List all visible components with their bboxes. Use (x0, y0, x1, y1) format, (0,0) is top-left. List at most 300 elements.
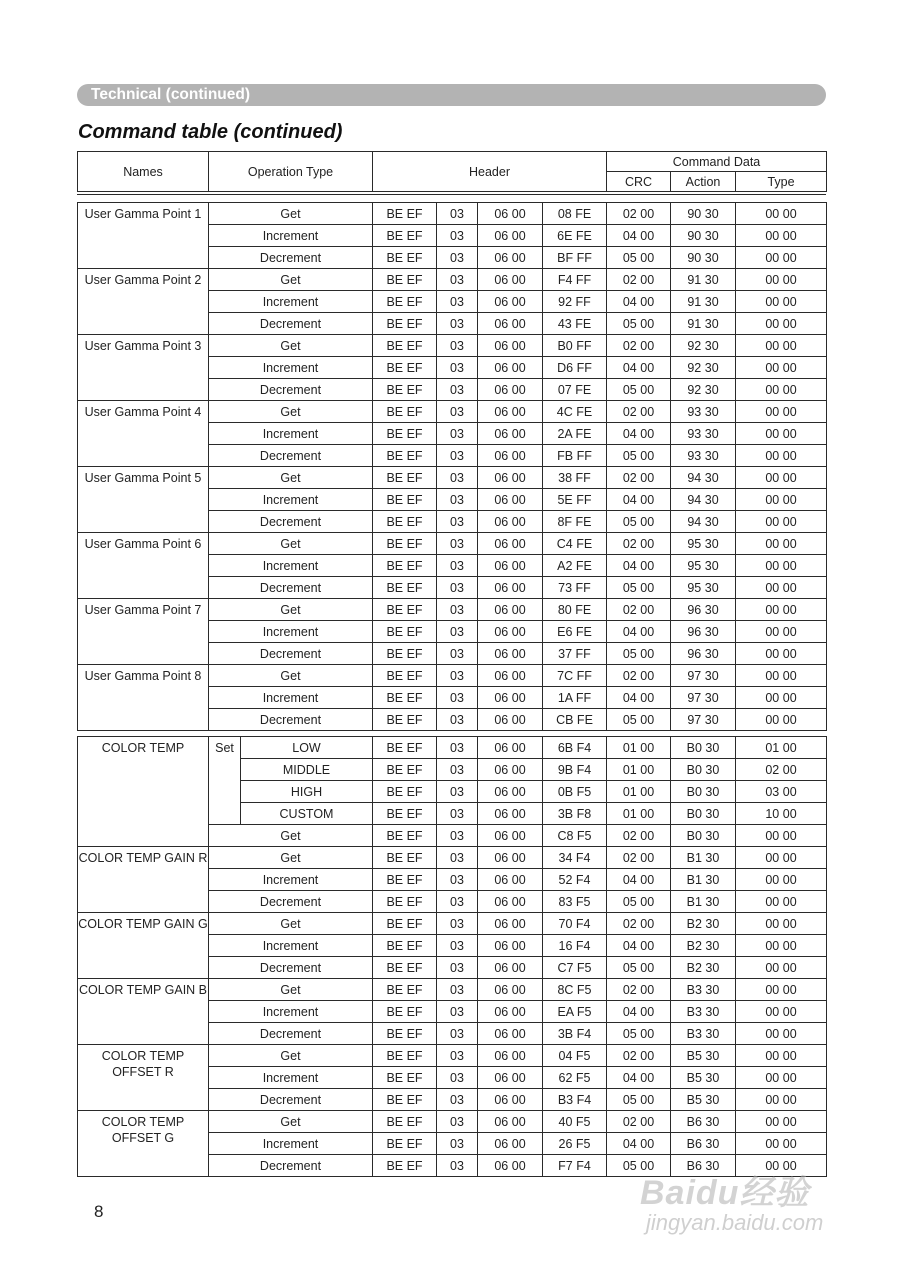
action-value: 04 00 (607, 489, 671, 511)
crc-value: 2A FE (543, 423, 607, 445)
action-value: 05 00 (607, 247, 671, 269)
header-bytes: BE EF (373, 781, 437, 803)
setting-code-value: 00 00 (736, 555, 827, 577)
header-count: 03 (437, 203, 478, 225)
setting-code-value: 00 00 (736, 291, 827, 313)
header-size: 06 00 (478, 291, 543, 313)
crc-value: 04 F5 (543, 1045, 607, 1067)
operation-type: Get (209, 599, 373, 621)
header-count: 03 (437, 511, 478, 533)
setting-code-value: 00 00 (736, 957, 827, 979)
header-size: 06 00 (478, 1089, 543, 1111)
header-size: 06 00 (478, 269, 543, 291)
header-bytes: BE EF (373, 489, 437, 511)
operation-type: Decrement (209, 957, 373, 979)
setting-code-value: 00 00 (736, 247, 827, 269)
crc-value: 8F FE (543, 511, 607, 533)
type-value: 94 30 (671, 489, 736, 511)
action-value: 04 00 (607, 291, 671, 313)
operation-type: Get (209, 533, 373, 555)
header-count: 03 (437, 467, 478, 489)
action-value: 02 00 (607, 599, 671, 621)
action-value: 02 00 (607, 847, 671, 869)
type-value: B0 30 (671, 737, 736, 759)
type-value: B5 30 (671, 1045, 736, 1067)
crc-value: 40 F5 (543, 1111, 607, 1133)
table-row (78, 1045, 827, 1067)
type-value: 96 30 (671, 621, 736, 643)
header-crc: CRC (607, 172, 671, 192)
header-count: 03 (437, 803, 478, 825)
header-count: 03 (437, 577, 478, 599)
type-value: 91 30 (671, 291, 736, 313)
header-size: 06 00 (478, 511, 543, 533)
header-size: 06 00 (478, 379, 543, 401)
setting-code-value: 00 00 (736, 379, 827, 401)
header-count: 03 (437, 891, 478, 913)
table-row (78, 401, 827, 423)
crc-value: B0 FF (543, 335, 607, 357)
action-value: 04 00 (607, 1133, 671, 1155)
operation-type: Decrement (209, 643, 373, 665)
header-bytes: BE EF (373, 269, 437, 291)
header-size: 06 00 (478, 489, 543, 511)
header-count: 03 (437, 379, 478, 401)
operation-type: Get (209, 1111, 373, 1133)
setting-code-value: 00 00 (736, 1089, 827, 1111)
crc-value: 9B F4 (543, 759, 607, 781)
table-row (78, 737, 827, 759)
crc-value: 8C F5 (543, 979, 607, 1001)
header-size: 06 00 (478, 781, 543, 803)
type-value: 91 30 (671, 313, 736, 335)
header-bytes: BE EF (373, 423, 437, 445)
setting-code-value: 00 00 (736, 891, 827, 913)
header-bytes: BE EF (373, 687, 437, 709)
action-value: 05 00 (607, 1089, 671, 1111)
setting-code-value: 00 00 (736, 445, 827, 467)
crc-value: 52 F4 (543, 869, 607, 891)
header-size: 06 00 (478, 1023, 543, 1045)
header-size: 06 00 (478, 665, 543, 687)
header-count: 03 (437, 533, 478, 555)
crc-value: 73 FF (543, 577, 607, 599)
setting-code-value: 00 00 (736, 643, 827, 665)
type-value: 94 30 (671, 467, 736, 489)
operation-type: Get (209, 847, 373, 869)
table-row (78, 1111, 827, 1133)
operation-type: Increment (209, 489, 373, 511)
header-count: 03 (437, 1067, 478, 1089)
table-row (78, 467, 827, 489)
crc-value: 0B F5 (543, 781, 607, 803)
operation-type: Decrement (209, 247, 373, 269)
header-count: 03 (437, 825, 478, 847)
header-size: 06 00 (478, 357, 543, 379)
action-value: 04 00 (607, 225, 671, 247)
header-count: 03 (437, 1133, 478, 1155)
header-size: 06 00 (478, 913, 543, 935)
type-value: 96 30 (671, 599, 736, 621)
header-bytes: BE EF (373, 203, 437, 225)
header-bytes: BE EF (373, 401, 437, 423)
header-count: 03 (437, 1045, 478, 1067)
operation-type: Increment (209, 225, 373, 247)
operation-type: Increment (209, 423, 373, 445)
action-value: 05 00 (607, 511, 671, 533)
header-bytes: BE EF (373, 825, 437, 847)
action-value: 02 00 (607, 1111, 671, 1133)
operation-type: Get (209, 335, 373, 357)
operation-type: Decrement (209, 577, 373, 599)
type-value: 90 30 (671, 225, 736, 247)
header-count: 03 (437, 1023, 478, 1045)
setting-code-value: 00 00 (736, 979, 827, 1001)
operation-type: Increment (209, 555, 373, 577)
row-name: User Gamma Point 3 (78, 335, 209, 401)
header-bytes: BE EF (373, 643, 437, 665)
action-value: 04 00 (607, 621, 671, 643)
setting-code-value: 03 00 (736, 781, 827, 803)
header-count: 03 (437, 445, 478, 467)
type-value: 93 30 (671, 445, 736, 467)
crc-value: 83 F5 (543, 891, 607, 913)
action-value: 04 00 (607, 687, 671, 709)
header-names: Names (78, 152, 209, 192)
header-count: 03 (437, 357, 478, 379)
operation-type: CUSTOM (241, 803, 373, 825)
color-temp-command-table (77, 736, 827, 1177)
header-bytes: BE EF (373, 1045, 437, 1067)
table-row (78, 847, 827, 869)
type-value: B3 30 (671, 1023, 736, 1045)
header-bytes: BE EF (373, 709, 437, 731)
header-bytes: BE EF (373, 445, 437, 467)
action-value: 05 00 (607, 313, 671, 335)
header-size: 06 00 (478, 1067, 543, 1089)
type-value: 93 30 (671, 401, 736, 423)
type-value: B5 30 (671, 1089, 736, 1111)
header-bytes: BE EF (373, 511, 437, 533)
type-value: 90 30 (671, 203, 736, 225)
header-size: 06 00 (478, 825, 543, 847)
action-value: 04 00 (607, 555, 671, 577)
header-bytes: BE EF (373, 1023, 437, 1045)
header-count: 03 (437, 643, 478, 665)
action-value: 02 00 (607, 203, 671, 225)
action-value: 02 00 (607, 467, 671, 489)
setting-code-value: 00 00 (736, 687, 827, 709)
crc-value: 4C FE (543, 401, 607, 423)
type-value: B6 30 (671, 1155, 736, 1177)
operation-type: Get (209, 825, 373, 847)
crc-value: 6B F4 (543, 737, 607, 759)
header-count: 03 (437, 687, 478, 709)
table-row (78, 335, 827, 357)
header-size: 06 00 (478, 1001, 543, 1023)
type-value: 95 30 (671, 555, 736, 577)
action-value: 04 00 (607, 869, 671, 891)
type-value: 97 30 (671, 665, 736, 687)
action-value: 01 00 (607, 803, 671, 825)
action-value: 05 00 (607, 445, 671, 467)
crc-value: C8 F5 (543, 825, 607, 847)
header-count: 03 (437, 737, 478, 759)
header-size: 06 00 (478, 533, 543, 555)
type-value: 93 30 (671, 423, 736, 445)
setting-code-value: 00 00 (736, 599, 827, 621)
crc-value: 92 FF (543, 291, 607, 313)
header-count: 03 (437, 709, 478, 731)
crc-value: 34 F4 (543, 847, 607, 869)
operation-type: LOW (241, 737, 373, 759)
header-bytes: BE EF (373, 467, 437, 489)
header-size: 06 00 (478, 759, 543, 781)
watermark-logo: Baidu经验 (640, 1174, 810, 1212)
header-count: 03 (437, 759, 478, 781)
header-bytes: BE EF (373, 803, 437, 825)
row-name: COLOR TEMP GAIN R (78, 847, 209, 913)
crc-value: 3B F4 (543, 1023, 607, 1045)
action-value: 02 00 (607, 1045, 671, 1067)
action-value: 04 00 (607, 935, 671, 957)
header-size: 06 00 (478, 445, 543, 467)
header-size: 06 00 (478, 869, 543, 891)
header-bytes: BE EF (373, 979, 437, 1001)
action-value: 02 00 (607, 665, 671, 687)
header-size: 06 00 (478, 621, 543, 643)
header-size: 06 00 (478, 577, 543, 599)
header-count: 03 (437, 225, 478, 247)
header-bytes: BE EF (373, 1133, 437, 1155)
action-value: 02 00 (607, 269, 671, 291)
operation-type: Increment (209, 1133, 373, 1155)
header-count: 03 (437, 957, 478, 979)
row-name: COLOR TEMP GAIN G (78, 913, 209, 979)
operation-type: Increment (209, 621, 373, 643)
setting-code-value: 00 00 (736, 203, 827, 225)
header-count: 03 (437, 489, 478, 511)
operation-type: Get (209, 665, 373, 687)
header-count: 03 (437, 1111, 478, 1133)
header-command-data: Command Data (607, 152, 827, 172)
header-size: 06 00 (478, 803, 543, 825)
setting-code-value: 00 00 (736, 269, 827, 291)
crc-value: D6 FF (543, 357, 607, 379)
header-count: 03 (437, 781, 478, 803)
crc-value: BF FF (543, 247, 607, 269)
type-value: B6 30 (671, 1133, 736, 1155)
row-name: User Gamma Point 8 (78, 665, 209, 731)
header-size: 06 00 (478, 247, 543, 269)
action-value: 02 00 (607, 825, 671, 847)
header-count: 03 (437, 1155, 478, 1177)
setting-code-value: 00 00 (736, 467, 827, 489)
header-count: 03 (437, 291, 478, 313)
header-bytes: BE EF (373, 913, 437, 935)
header-action: Action (671, 172, 736, 192)
type-value: B2 30 (671, 913, 736, 935)
header-count: 03 (437, 335, 478, 357)
type-value: 95 30 (671, 533, 736, 555)
header-size: 06 00 (478, 891, 543, 913)
header-bytes: BE EF (373, 291, 437, 313)
action-value: 02 00 (607, 913, 671, 935)
table-header (77, 151, 827, 192)
header-bytes: BE EF (373, 1067, 437, 1089)
header-count: 03 (437, 401, 478, 423)
operation-type: Increment (209, 935, 373, 957)
table-row (78, 599, 827, 621)
type-value: B3 30 (671, 1001, 736, 1023)
header-bytes: BE EF (373, 247, 437, 269)
setting-code-value: 00 00 (736, 533, 827, 555)
setting-code-value: 02 00 (736, 759, 827, 781)
type-value: B1 30 (671, 891, 736, 913)
type-value: B0 30 (671, 825, 736, 847)
setting-code-value: 00 00 (736, 665, 827, 687)
action-value: 02 00 (607, 335, 671, 357)
header-bytes: BE EF (373, 621, 437, 643)
row-name: User Gamma Point 7 (78, 599, 209, 665)
header-bytes: BE EF (373, 379, 437, 401)
header-bytes: BE EF (373, 555, 437, 577)
type-value: 91 30 (671, 269, 736, 291)
header-size: 06 00 (478, 423, 543, 445)
crc-value: C7 F5 (543, 957, 607, 979)
action-value: 05 00 (607, 577, 671, 599)
crc-value: 07 FE (543, 379, 607, 401)
watermark-url: jingyan.baidu.com (646, 1210, 824, 1235)
operation-type: Get (209, 467, 373, 489)
setting-code-value: 00 00 (736, 1133, 827, 1155)
setting-code-value: 00 00 (736, 357, 827, 379)
header-operation-type: Operation Type (209, 152, 373, 192)
header-size: 06 00 (478, 935, 543, 957)
operation-type: Get (209, 203, 373, 225)
type-value: 92 30 (671, 335, 736, 357)
header-count: 03 (437, 979, 478, 1001)
header-bytes: BE EF (373, 869, 437, 891)
table-row (78, 533, 827, 555)
operation-type: Decrement (209, 511, 373, 533)
type-value: B2 30 (671, 957, 736, 979)
operation-type: HIGH (241, 781, 373, 803)
operation-type: Get (209, 1045, 373, 1067)
type-value: 92 30 (671, 357, 736, 379)
table-row (78, 979, 827, 1001)
header-count: 03 (437, 423, 478, 445)
row-name: User Gamma Point 6 (78, 533, 209, 599)
row-name: COLOR TEMP OFFSET G (78, 1111, 209, 1177)
header-bytes: BE EF (373, 1155, 437, 1177)
crc-value: A2 FE (543, 555, 607, 577)
header-bytes: BE EF (373, 599, 437, 621)
table-row (78, 913, 827, 935)
header-count: 03 (437, 935, 478, 957)
header-count: 03 (437, 1001, 478, 1023)
header-bytes: BE EF (373, 847, 437, 869)
setting-code-value: 00 00 (736, 1001, 827, 1023)
operation-type: Decrement (209, 1023, 373, 1045)
operation-type: Decrement (209, 891, 373, 913)
setting-code-value: 10 00 (736, 803, 827, 825)
header-size: 06 00 (478, 225, 543, 247)
header-divider (77, 194, 826, 195)
setting-code-value: 00 00 (736, 1023, 827, 1045)
setting-code-value: 00 00 (736, 423, 827, 445)
setting-code-value: 00 00 (736, 1045, 827, 1067)
type-value: 90 30 (671, 247, 736, 269)
operation-type: MIDDLE (241, 759, 373, 781)
crc-value: EA F5 (543, 1001, 607, 1023)
header-bytes: BE EF (373, 935, 437, 957)
crc-value: 7C FF (543, 665, 607, 687)
header-size: 06 00 (478, 599, 543, 621)
action-value: 04 00 (607, 357, 671, 379)
row-name: User Gamma Point 5 (78, 467, 209, 533)
header-bytes: BE EF (373, 737, 437, 759)
type-value: B3 30 (671, 979, 736, 1001)
setting-code-value: 00 00 (736, 621, 827, 643)
crc-value: 62 F5 (543, 1067, 607, 1089)
header-size: 06 00 (478, 687, 543, 709)
header-count: 03 (437, 621, 478, 643)
row-name: User Gamma Point 2 (78, 269, 209, 335)
type-value: B0 30 (671, 759, 736, 781)
setting-code-value: 00 00 (736, 869, 827, 891)
type-value: 94 30 (671, 511, 736, 533)
crc-value: 3B F8 (543, 803, 607, 825)
header-bytes: BE EF (373, 957, 437, 979)
setting-code-value: 00 00 (736, 401, 827, 423)
table-row (78, 269, 827, 291)
setting-code-value: 00 00 (736, 225, 827, 247)
action-value: 02 00 (607, 401, 671, 423)
type-value: B0 30 (671, 781, 736, 803)
operation-type: Get (209, 269, 373, 291)
setting-code-value: 00 00 (736, 335, 827, 357)
crc-value: 37 FF (543, 643, 607, 665)
header-bytes: BE EF (373, 225, 437, 247)
operation-type: Decrement (209, 313, 373, 335)
setting-code-value: 00 00 (736, 847, 827, 869)
crc-value: 80 FE (543, 599, 607, 621)
crc-value: 16 F4 (543, 935, 607, 957)
operation-type: Increment (209, 291, 373, 313)
type-value: B5 30 (671, 1067, 736, 1089)
action-value: 04 00 (607, 1067, 671, 1089)
table-row (78, 203, 827, 225)
header-size: 06 00 (478, 737, 543, 759)
action-value: 01 00 (607, 759, 671, 781)
header-bytes: BE EF (373, 1111, 437, 1133)
header-size: 06 00 (478, 555, 543, 577)
header-bytes: BE EF (373, 1001, 437, 1023)
header-count: 03 (437, 847, 478, 869)
setting-code-value: 00 00 (736, 1155, 827, 1177)
crc-value: 1A FF (543, 687, 607, 709)
header-bytes: BE EF (373, 335, 437, 357)
setting-code-value: 00 00 (736, 313, 827, 335)
setting-code-value: 00 00 (736, 709, 827, 731)
action-value: 01 00 (607, 781, 671, 803)
setting-code-value: 00 00 (736, 1111, 827, 1133)
set-label: Set (209, 737, 241, 825)
operation-type: Decrement (209, 445, 373, 467)
type-value: 97 30 (671, 709, 736, 731)
header-count: 03 (437, 313, 478, 335)
